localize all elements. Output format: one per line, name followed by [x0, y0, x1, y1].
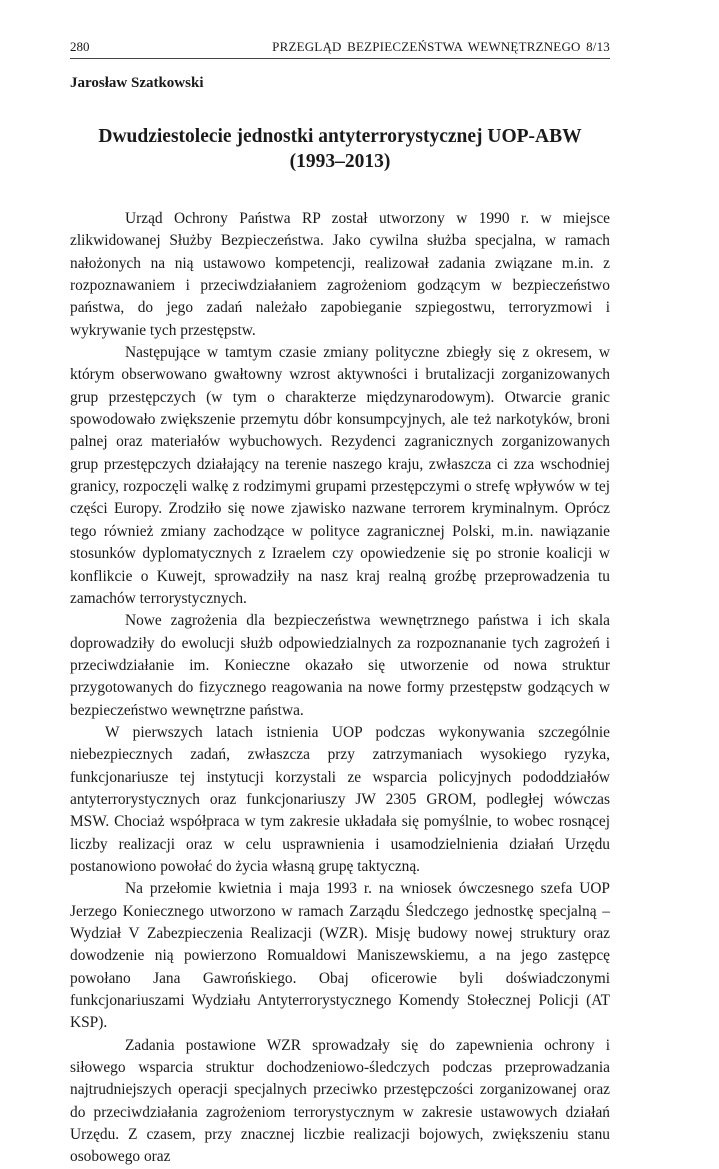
paragraph: W pierwszych latach istnienia UOP podczas wykonywania szczególnie niebezpiecznych zadań, zwłaszcza przy zatrzymaniach wysokiego ryzyka, funkcjonariusze tej instytucji korzystali ze wsparcia policyjnych pododdziałów antyterrorystycznych oraz funkcjonariuszy JW 2305 GROM, podległej wówczas MSW. Chociaż współpraca w tym zakresie układała się pomyślnie, to wobec rosnącej liczby realizacji oraz w celu usprawnienia i usamodzielnienia działań Urzędu postanowiono powołać do życia własną grupę taktyczną. — [70, 723, 610, 875]
article-author: Jarosław Szatkowski — [70, 75, 204, 91]
title-line-1: Dwudziestolecie jednostki antyterrorystycznej UOP-ABW — [98, 126, 582, 147]
article-title — [70, 124, 610, 174]
article-body — [70, 208, 610, 1169]
paragraph: Nowe zagrożenia dla bezpieczeństwa wewnętrznego państwa i ich skala doprowadziły do ewolucji służb odpowiedzialnych za rozpoznananie tych zagrożeń i przeciwdziałanie im. Konieczne okazało się utworzenie od nowa struktur przygotowanych do fizycznego reagowania na nowe formy przestępstw godzących w bezpieczeństwo wewnętrzne państwa. — [70, 612, 610, 719]
running-header — [70, 38, 610, 59]
paragraph: Na przełomie kwietnia i maja 1993 r. na wniosek ówczesnego szefa UOP Jerzego Koniecznego utworzono w ramach Zarządu Śledczego jednostkę specjalną – Wydział V Zabezpieczenia Realizacji (WZR). Misję budowy nowej struktury oraz dowodzenie nią powierzono Romualdowi Maniszewskiemu, a na jego zastępcę powołano Jana Gawrońskiego. Obaj oficerowie byli doświadczonymi funkcjonariuszami Wydziału Antyterrorystycznego Komendy Stołecznej Policji (AT KSP). — [70, 880, 610, 1032]
journal-title: PRZEGLĄD BEZPIECZEŃSTWA WEWNĘTRZNEGO 8/13 — [272, 39, 610, 54]
paragraph: Zadania postawione WZR sprowadzały się do zapewnienia ochrony i siłowego wsparcia struktur dochodzeniowo-śledczych podczas przeprowadzania najtrudniejszych operacji specjalnych przeciwko przestępczości zorganizowanej oraz do przeciwdziałania zagrożeniom terrorystycznym w zakresie ustawowych działań Urzędu. Z czasem, przy znacznej liczbie realizacji bojowych, zwiększeniu stanu osobowego oraz — [70, 1036, 610, 1166]
title-line-2: (1993–2013) — [289, 151, 391, 172]
paragraph: Urząd Ochrony Państwa RP został utworzony w 1990 r. w miejsce zlikwidowanej Służby Bezpieczeństwa. Jako cywilna służba specjalna, w ramach nałożonych na nią ustawowo kompetencji, realizował zadania związane m.in. z rozpoznawaniem i przeciwdziałaniem zagrożeniom godzącym w bezpieczeństwo państwa, do jego zadań należało zapobieganie szpiegostwu, terroryzmowi i wykrywanie tych przestępstw. — [70, 210, 610, 339]
paragraph: Następujące w tamtym czasie zmiany polityczne zbiegły się z okresem, w którym obserwowano gwałtowny wzrost aktywności i brutalizacji zorganizowanych grup przestępczych (w tym o charakterze międzynarodowym). Otwarcie granic spowodowało zwiększenie przemytu dóbr konsumpcyjnych, ale też narkotyków, broni palnej oraz materiałów wybuchowych. Rezydenci zagranicznych zorganizowanych grup przestępczych działający na terenie naszego kraju, zwłaszcza ci zza wschodniej granicy, rozpoczęli walkę z rodzimymi grupami przestępczymi o strefę wpływów w tej części Europy. Zrodziło się nowe zjawisko nazwane terrorem kryminalnym. Oprócz tego również zmiany zachodzące w polityce zagranicznej Polski, m.in. nawiązanie stosunków dyplomatycznych z Izraelem czy opowiedzenie się po stronie koalicji w konflikcie o Kuwejt, sprowadziły na nasz kraj realną groźbę przeprowadzenia tu zamachów terrorystycznych. — [70, 344, 610, 607]
page-number: 280 — [70, 39, 90, 54]
